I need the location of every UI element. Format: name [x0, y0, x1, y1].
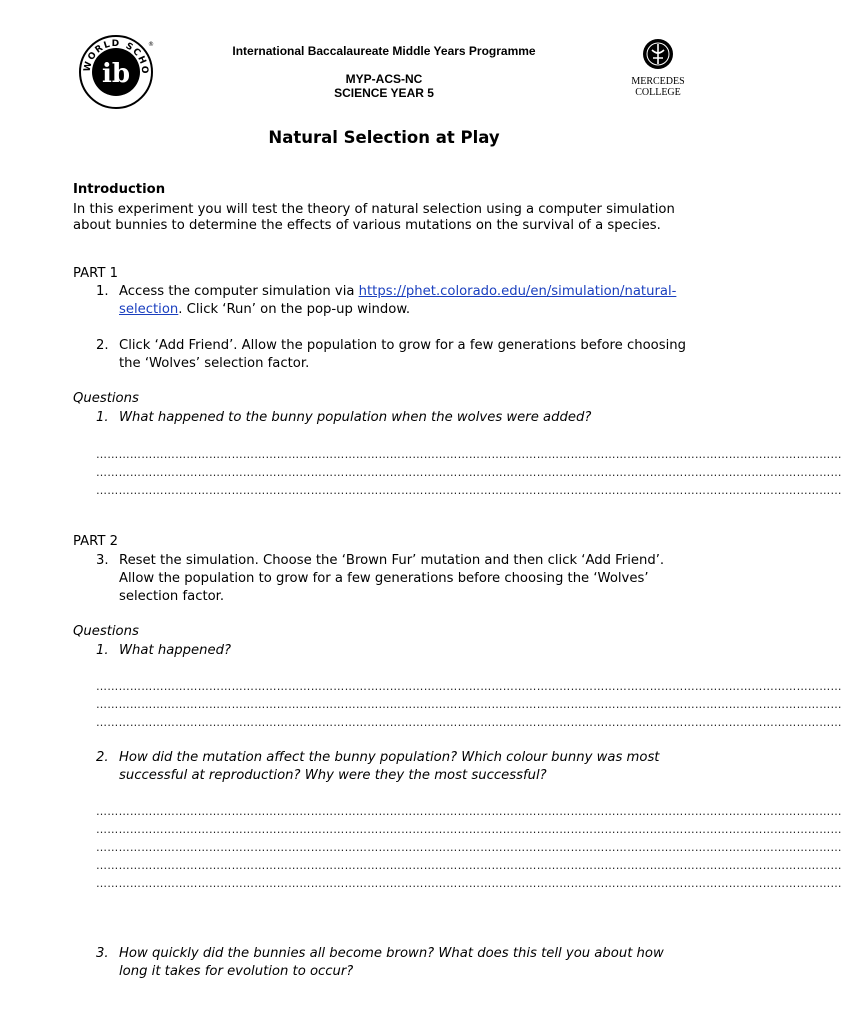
- question-text: How did the mutation affect the bunny population? Which colour bunny was most successful at reproduction? Why were they the most successful?: [119, 750, 660, 783]
- programme-name: International Baccalaureate Middle Years Programme: [232, 44, 536, 58]
- college-name-line2: COLLEGE: [635, 87, 681, 98]
- intro-body: In this experiment you will test the theory of natural selection using a computer simulation about bunnies to determine the effects of various mutations on the survival of a species.: [73, 202, 675, 233]
- svg-text:®: ®: [148, 41, 154, 48]
- step-text: Reset the simulation. Choose the ‘Brown Fur’ mutation and then click ‘Add Friend’. Allow the population to grow for a few generations before choosing the ‘Wolves’ selection factor.: [119, 553, 665, 604]
- answer-line[interactable]: ………………………………………………………………………………………………………………………………………………………………………………: [96, 680, 842, 693]
- part2-question-2: [96, 749, 696, 785]
- part1-questions-label: Questions: [73, 391, 139, 406]
- question-number: 3.: [96, 946, 109, 961]
- question-number: 1.: [96, 410, 109, 425]
- part1-step-1: [96, 283, 696, 319]
- question-text: What happened?: [119, 643, 231, 658]
- question-text: How quickly did the bunnies all become brown? What does this tell you about how long it takes for evolution to occur?: [119, 946, 664, 979]
- ib-world-school-logo: [76, 32, 156, 112]
- part2-question-3: [96, 945, 696, 981]
- ib-mark-text: ib: [101, 59, 131, 89]
- answer-line[interactable]: ………………………………………………………………………………………………………………………………………………………………………………: [96, 877, 842, 890]
- phet-simulation-link[interactable]: https://phet.colorado.edu/en/simulation/natural-selection: [119, 284, 677, 317]
- course-code: MYP-ACS-NC: [345, 72, 423, 86]
- step-number: 1.: [96, 284, 109, 299]
- step-text: Click ‘Add Friend’. Allow the population to grow for a few generations before choosing the ‘Wolves’ selection factor.: [119, 338, 686, 371]
- question-text: What happened to the bunny population when the wolves were added?: [119, 410, 592, 425]
- answer-line[interactable]: ………………………………………………………………………………………………………………………………………………………………………………: [96, 859, 842, 872]
- answer-line[interactable]: ………………………………………………………………………………………………………………………………………………………………………………: [96, 466, 842, 479]
- answer-line[interactable]: ………………………………………………………………………………………………………………………………………………………………………………: [96, 716, 842, 729]
- part2-heading: PART 2: [73, 534, 118, 549]
- part1-heading: PART 1: [73, 266, 118, 281]
- college-name-line1: MERCEDES: [631, 76, 685, 87]
- part2-question-1: [96, 642, 696, 660]
- answer-line[interactable]: ………………………………………………………………………………………………………………………………………………………………………………: [96, 805, 842, 818]
- answer-line[interactable]: ………………………………………………………………………………………………………………………………………………………………………………: [96, 698, 842, 711]
- answer-line[interactable]: ………………………………………………………………………………………………………………………………………………………………………………: [96, 448, 842, 461]
- page-title: Natural Selection at Play: [268, 128, 500, 147]
- subject-year: SCIENCE YEAR 5: [334, 86, 434, 100]
- answer-line[interactable]: ………………………………………………………………………………………………………………………………………………………………………………: [96, 823, 842, 836]
- answer-line[interactable]: ………………………………………………………………………………………………………………………………………………………………………………: [96, 841, 842, 854]
- part1-step-2: [96, 337, 696, 373]
- answer-line[interactable]: ………………………………………………………………………………………………………………………………………………………………………………: [96, 484, 842, 497]
- step-text-post: . Click ‘Run’ on the pop-up window.: [178, 302, 411, 317]
- question-number: 1.: [96, 643, 109, 658]
- part2-step-3: [96, 552, 696, 606]
- ib-logo-icon: [76, 32, 156, 112]
- step-number: 2.: [96, 338, 109, 353]
- part2-questions-label: Questions: [73, 624, 139, 639]
- intro-heading: Introduction: [73, 182, 166, 197]
- question-number: 2.: [96, 750, 109, 765]
- ib-ring-text: WORLD SCHO: [82, 38, 150, 76]
- step-text-pre: Access the computer simulation via: [119, 284, 359, 299]
- part1-question-1: [96, 409, 696, 427]
- mercedes-college-logo: [622, 36, 694, 100]
- step-number: 3.: [96, 553, 109, 568]
- college-crest-icon: [622, 36, 694, 72]
